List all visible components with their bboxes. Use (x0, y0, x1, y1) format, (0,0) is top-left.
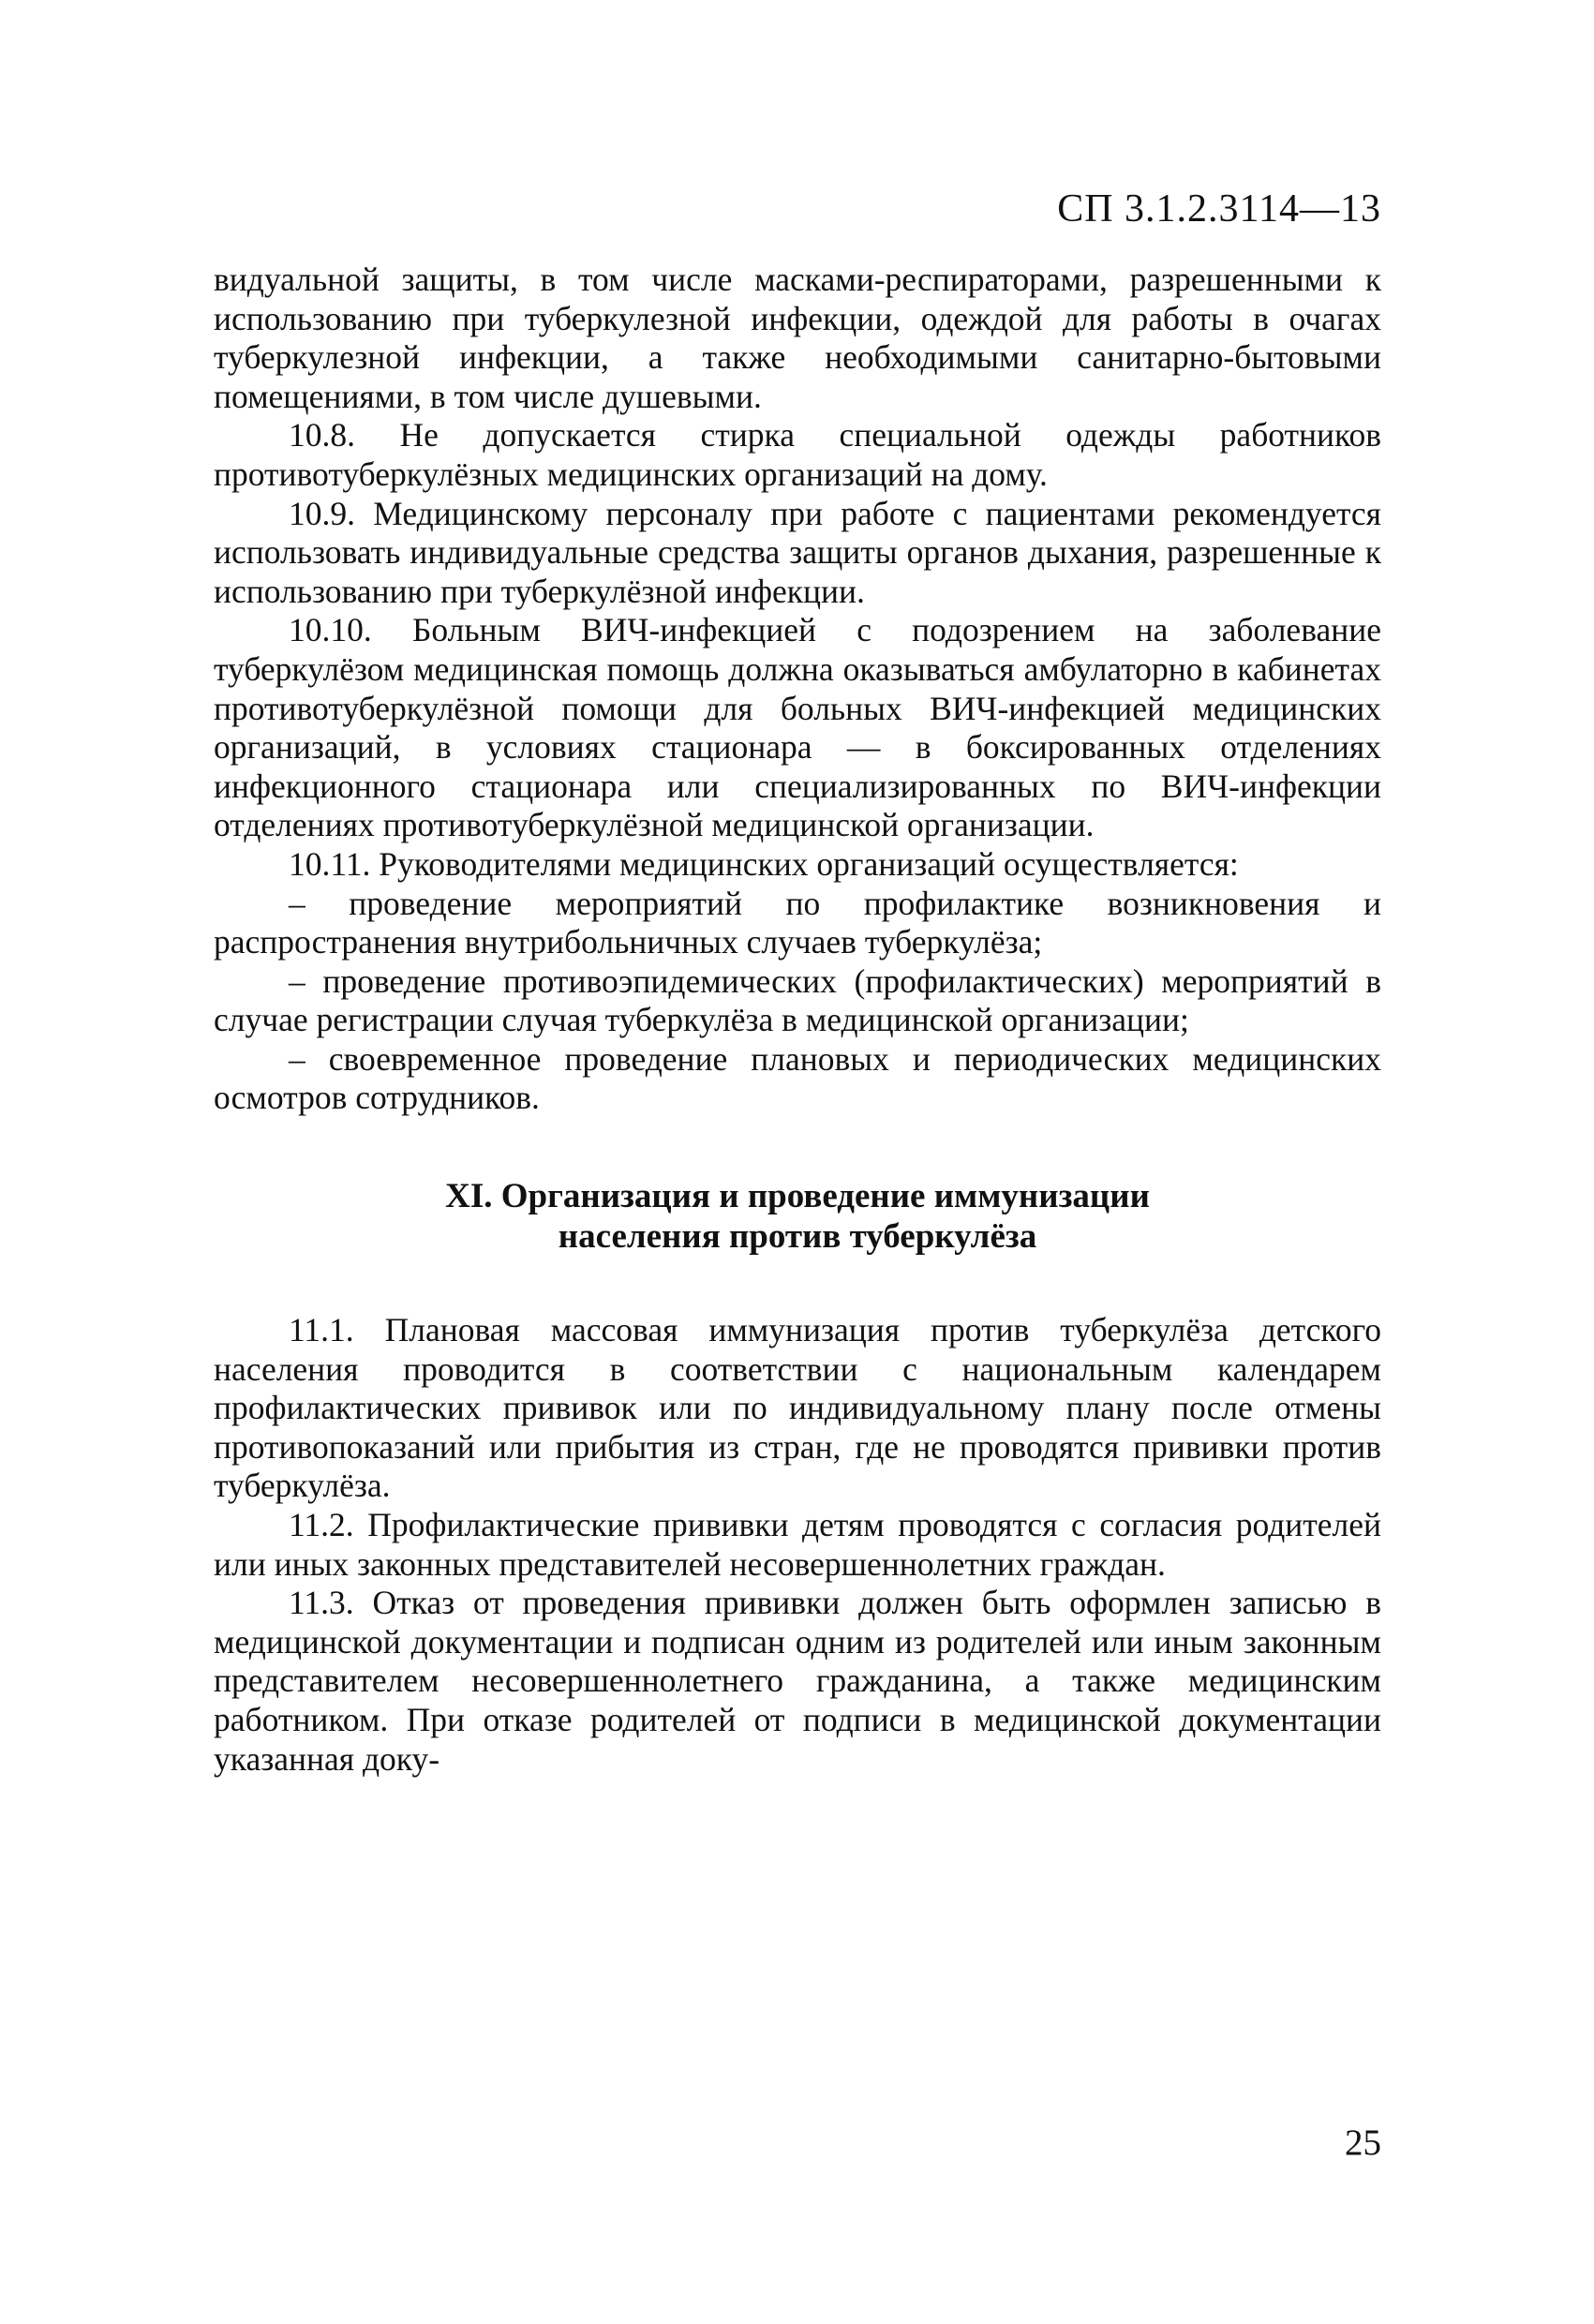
section-heading-line-1: XI. Организация и проведение иммунизации (445, 1177, 1150, 1216)
document-body (214, 261, 1381, 1779)
page-number: 25 (1345, 2123, 1381, 2163)
paragraph-11-2: 11.2. Профилактические прививки детям проводятся с согласия родителей или иных законных представителей несовершеннолетних граждан. (214, 1506, 1381, 1583)
list-item: – своевременное проведение плановых и периодических медицинских осмотров сотрудников. (214, 1039, 1381, 1117)
document-code-header: СП 3.1.2.3114—13 (1057, 187, 1381, 231)
list-item: – проведение мероприятий по профилактике возникновения и распространения внутрибольничных случаев туберкулёза; (214, 884, 1381, 961)
section-heading-line-2: населения против туберкулёза (558, 1217, 1037, 1257)
paragraph-10-11: 10.11. Руководителями медицинских организаций осуществляется: (289, 844, 1239, 883)
paragraph-11-3: 11.3. Отказ от проведения прививки должен быть оформлен записью в медицинской документации и подписан одним из родителей или иным законным представителем несовершеннолетнего гражданина, а также медицинским работником. При отказе родителей от подписи в медицинской документации указанная доку- (214, 1584, 1381, 1778)
paragraph-10-9: 10.9. Медицинскому персоналу при работе с пациентами рекомендуется использовать индивидуальные средства защиты органов дыхания, разрешенные к использованию при туберкулёзной инфекции. (214, 494, 1381, 610)
section-heading (214, 1176, 1381, 1257)
paragraph-10-8: 10.8. Не допускается стирка специальной одежды работников противотуберкулёзных медицинских организаций на дому. (214, 416, 1381, 493)
paragraph-10-10: 10.10. Больным ВИЧ-инфекцией с подозрением на заболевание туберкулёзом медицинская помощь должна оказываться амбулаторно в кабинетах противотуберкулёзной помощи для больных ВИЧ-инфекцией медицинских организаций, в условиях стационара — в боксированных отделениях инфекционного стационара или специализированных по ВИЧ-инфекции отделениях противотуберкулёзной медицинской организации. (214, 611, 1381, 844)
paragraph-continuation: видуальной защиты, в том числе масками-респираторами, разрешенными к использованию при туберкулезной инфекции, одеждой для работы в очагах туберкулезной инфекции, а также необходимыми санитарно-бытовыми помещениями, в том числе душевыми. (214, 261, 1381, 415)
list-item: – проведение противоэпидемических (профилактических) мероприятий в случае регистрации случая туберкулёза в медицинской организации; (214, 961, 1381, 1039)
paragraph-11-1: 11.1. Плановая массовая иммунизация против туберкулёза детского населения проводится в соответствии с национальным календарем профилактических прививок или по индивидуальному плану после отмены противопоказаний или прибытия из стран, где не проводятся прививки против туберкулёза. (214, 1311, 1381, 1505)
